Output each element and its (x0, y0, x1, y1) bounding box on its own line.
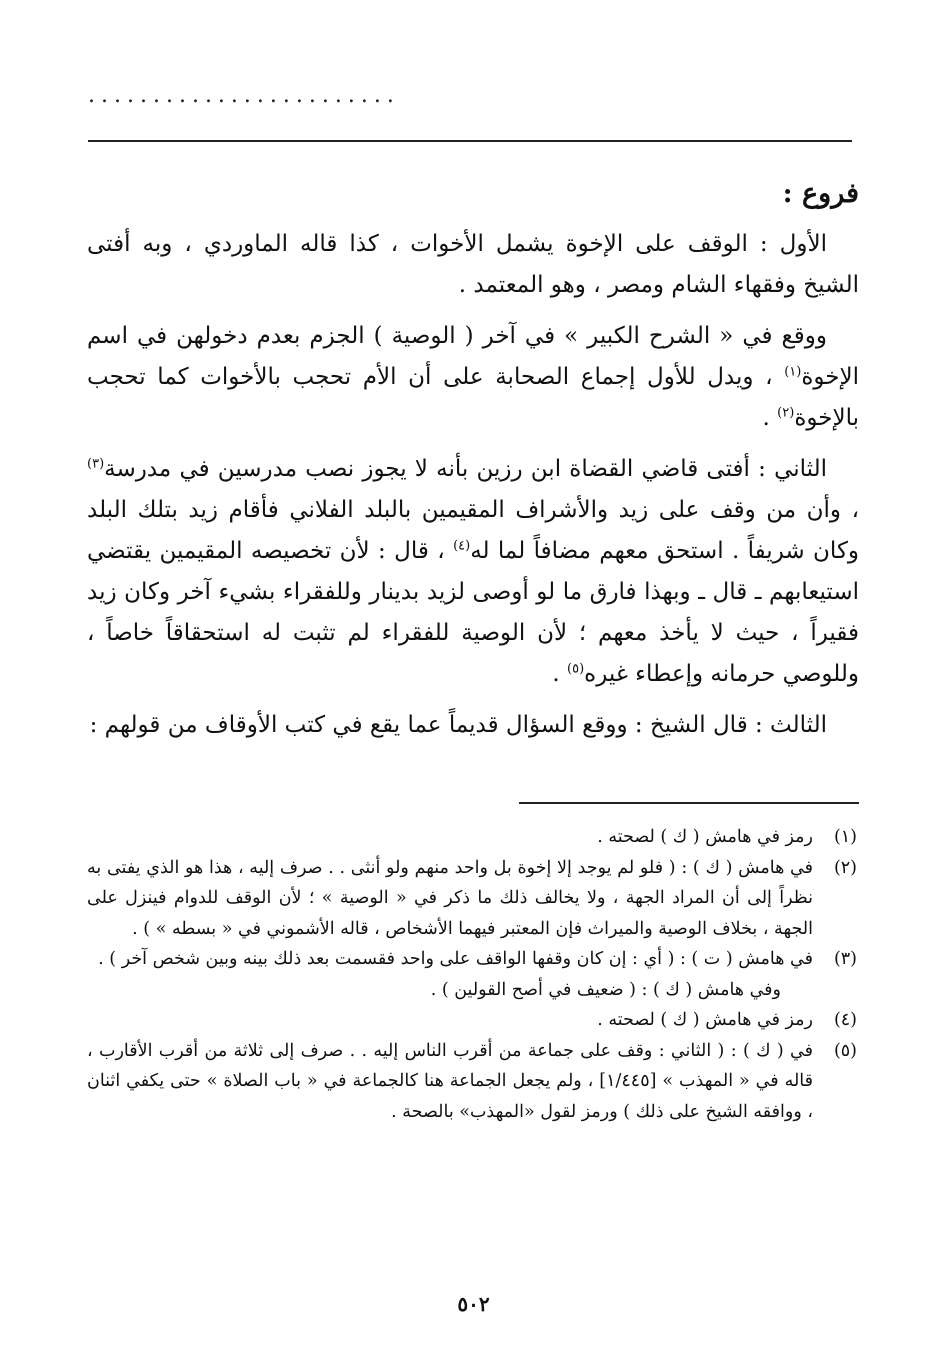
footnote-text: وفي هامش ( ك ) : ( ضعيف في أصح القولين ) . (430, 979, 781, 1000)
footnote-number: (٢) (833, 857, 857, 878)
paragraph-second (87, 316, 859, 439)
footnote-separator (519, 802, 859, 804)
paragraph-text: ، ويدل للأول إجماع الصحابة على أن الأم تحجب بالأخوات كما تحجب بالإخوة (87, 364, 859, 431)
footnote-text: رمز في هامش ( ك ) لصحته . (597, 827, 813, 847)
paragraph-text: ، وأن من وقف على زيد والأشراف المقيمين بالبلد الفلاني فأقام زيد بتلك البلد وكان شريفاً . استحق معهم مضافاً لما له (87, 497, 859, 564)
footnote (87, 944, 857, 975)
footnote-text: رمز في هامش ( ك ) لصحته . (597, 1010, 813, 1030)
header-rule (88, 140, 852, 142)
footnote-ref: (١) (784, 364, 802, 380)
footnote-continuation (87, 975, 857, 1006)
footnote-ref: (٣) (87, 456, 105, 472)
paragraph-text: ووقع في « الشرح الكبير » في آخر ( الوصية ) الجزم بعدم دخولهن في اسم الإخوة (87, 323, 859, 390)
footnote (87, 822, 857, 853)
footnote-number: (٥) (833, 1040, 857, 1061)
footnote-text: في هامش ( ك ) : ( فلو لم يوجد إلا إخوة بل واحد منهم ولو أنثى . . صرف إليه ، هذا هو الذي يفتى به نظراً إلى أن المراد الجهة ، ولا يخالف ذلك ما ذكر في « الوصية » ؛ لأن الوقف للدوام فينزل على الجهة ، بخلاف الوصية والميراث فإن المعتبر فيهما الأشخاص ، قاله الأشموني في « بسطه » ) . (87, 857, 813, 939)
footnote-ref: (٤) (453, 538, 471, 554)
footnote-text: في ( ك ) : ( الثاني : وقف على جماعة من أقرب الناس إليه . . صرف إلى ثلاثة من أقرب الأقارب ، قاله في « المهذب » [١/٤٤٥] ، ولم يجعل الجماعة هنا كالجماعة في « باب الصلاة » حتى يكفي اثنان ، ووافقه الشيخ على ذلك ) ورمز لقول «المهذب» بالصحة . (87, 1040, 813, 1122)
footnote-number: (٣) (833, 949, 857, 969)
paragraph-fourth (87, 705, 859, 746)
paragraph-text: . (762, 405, 778, 431)
footnote-text: في هامش ( ت ) : ( أي : إن كان وقفها الواقف على واحد فقسمت بعد ذلك بينه وبين شخص آخر ) . (98, 949, 813, 969)
paragraph-text: الثاني : أفتى قاضي القضاة ابن رزين بأنه لا يجوز نصب مدرسين في مدرسة (104, 456, 827, 482)
footnote-ref: (٢) (777, 405, 795, 421)
footnote (87, 1036, 857, 1128)
footnote-number: (٤) (833, 1010, 857, 1030)
main-text (87, 168, 859, 756)
footnote-number: (١) (833, 827, 857, 847)
paragraph-text: . (552, 661, 568, 687)
section-heading: فروع : (782, 178, 859, 209)
footnote (87, 1005, 857, 1036)
paragraph-third (87, 449, 859, 695)
footnote (87, 853, 857, 945)
footnote-ref: (٥) (567, 661, 585, 677)
paragraph-text: الأول : الوقف على الإخوة يشمل الأخوات ، كذا قاله الماوردي ، وبه أفتى الشيخ وفقهاء الشام ومصر ، وهو المعتمد . (87, 231, 859, 298)
paragraph-text: الثالث : قال الشيخ : ووقع السؤال قديماً عما يقع في كتب الأوقاف من قولهم : (89, 712, 827, 738)
paragraph-first (87, 224, 859, 306)
paragraph-text: ، قال : لأن تخصيصه المقيمين يقتضي استيعابهم ـ قال ـ وبهذا فارق ما لو أوصى لزيد بدينار وللفقراء بشيء آخر وكان زيد فقيراً ، حيث لا يأخذ معهم ؛ لأن الوصية للفقراء لم تثبت له استحقاقاً خاصاً ، وللوصي حرمانه وإعطاء غيره (87, 538, 859, 687)
footnotes (87, 822, 857, 1127)
header-dotted-line: ........................ (88, 83, 400, 108)
page-number: ٥٠٢ (457, 1292, 490, 1316)
